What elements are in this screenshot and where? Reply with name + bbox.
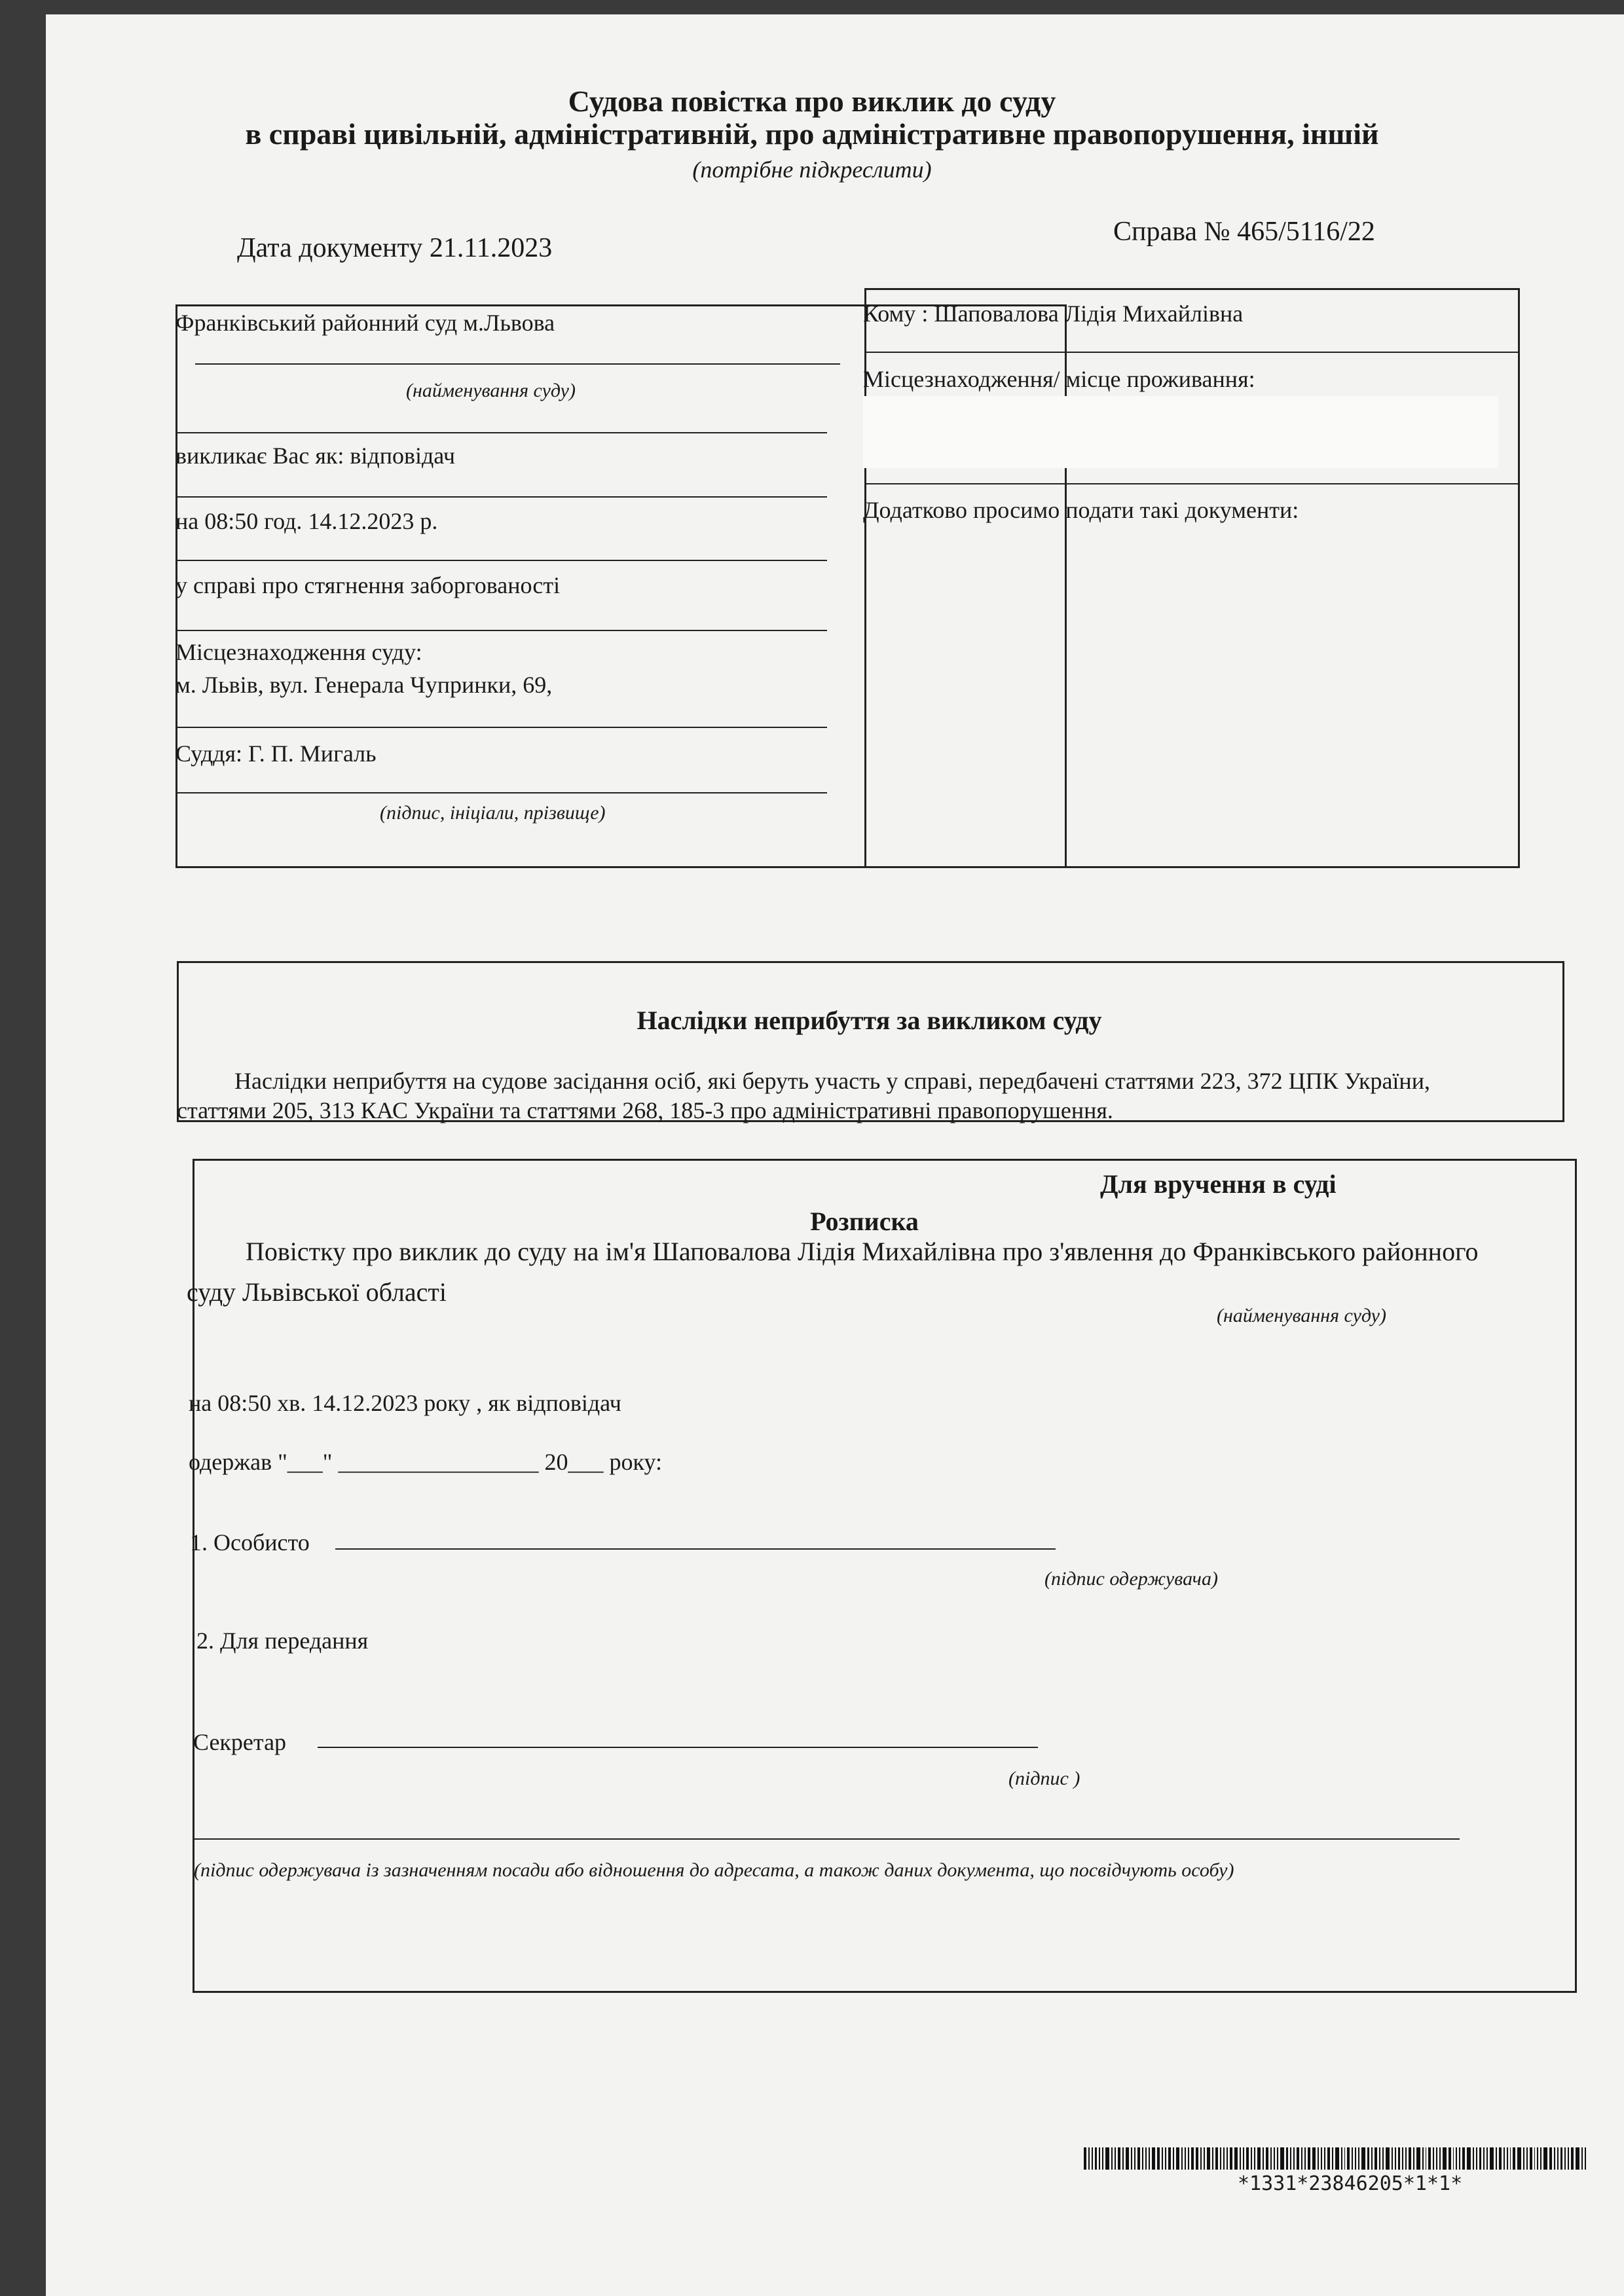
barcode-bar xyxy=(1347,2147,1350,2170)
barcode-bar xyxy=(1402,2147,1403,2170)
barcode-bar xyxy=(1382,2147,1384,2170)
barcode-bar xyxy=(1131,2147,1132,2170)
barcode-bar xyxy=(1564,2147,1566,2170)
barcode-bar xyxy=(1188,2147,1189,2170)
barcode-bar xyxy=(1286,2147,1289,2170)
barcode-bar xyxy=(1173,2147,1174,2170)
barcode-bar xyxy=(1092,2147,1093,2170)
barcode-bar xyxy=(1324,2147,1325,2170)
barcode-bar xyxy=(1459,2147,1460,2170)
barcode-bar xyxy=(1439,2147,1441,2170)
for-court-delivery: Для вручення в суді xyxy=(1100,1169,1337,1199)
barcode-bar xyxy=(1152,2147,1156,2170)
barcode-bar xyxy=(1449,2147,1451,2170)
barcode-bar xyxy=(1379,2147,1380,2170)
barcode-bar xyxy=(1476,2147,1477,2170)
received-date: одержав "___" _________________ 20___ року: xyxy=(189,1449,663,1475)
barcode-bar xyxy=(1375,2147,1377,2170)
hearing-time: на 08:50 год. 14.12.2023 р. xyxy=(175,508,438,534)
barcode-bar xyxy=(1304,2147,1306,2170)
barcode-bar xyxy=(1335,2147,1339,2170)
barcode-bar xyxy=(1576,2147,1579,2170)
barcode-bar xyxy=(1554,2147,1555,2170)
barcode-bar xyxy=(1428,2147,1431,2170)
barcode-bar xyxy=(1246,2147,1249,2170)
barcode-bar xyxy=(1122,2147,1124,2170)
barcode-bar xyxy=(1165,2147,1166,2170)
barcode-bar xyxy=(1274,2147,1275,2170)
barcode-bar xyxy=(1234,2147,1238,2170)
divider xyxy=(175,792,827,793)
barcode-bar xyxy=(1462,2147,1465,2170)
barcode-bar xyxy=(1099,2147,1100,2170)
barcode-bar xyxy=(1105,2147,1109,2170)
barcode-bar xyxy=(1543,2147,1547,2170)
barcode-bar xyxy=(1095,2147,1098,2170)
barcode-bar xyxy=(1318,2147,1319,2170)
barcode-bar xyxy=(1111,2147,1113,2170)
barcode-bar xyxy=(1142,2147,1143,2170)
barcode-bar xyxy=(1215,2147,1218,2170)
barcode-bar xyxy=(1395,2147,1396,2170)
signature-line xyxy=(318,1747,1038,1748)
document-date: Дата документу 21.11.2023 xyxy=(237,233,553,263)
barcode-bar xyxy=(1352,2147,1353,2170)
divider xyxy=(864,352,1518,353)
barcode-bar xyxy=(1409,2147,1411,2170)
barcode-bar xyxy=(1137,2147,1140,2170)
barcode-bar xyxy=(1496,2147,1497,2170)
barcode-bar xyxy=(1358,2147,1359,2170)
barcode-bar xyxy=(1507,2147,1508,2170)
barcode-bar xyxy=(1181,2147,1183,2170)
barcode-bar xyxy=(1270,2147,1272,2170)
barcode-bar xyxy=(1361,2147,1365,2170)
barcode-bar xyxy=(1443,2147,1447,2170)
barcode-bar xyxy=(1456,2147,1457,2170)
barcode-bar xyxy=(1473,2147,1474,2170)
receipt-heading: Розписка xyxy=(810,1207,919,1236)
barcode-bar xyxy=(1102,2147,1103,2170)
barcode-bar xyxy=(1168,2147,1171,2170)
barcode-bar xyxy=(1212,2147,1213,2170)
barcode-bar xyxy=(1118,2147,1120,2170)
divider xyxy=(864,483,1518,484)
barcode-bar xyxy=(1321,2147,1322,2170)
court-address: м. Львів, вул. Генерала Чупринки, 69, xyxy=(175,672,553,698)
barcode-bar xyxy=(1549,2147,1552,2170)
barcode-bar xyxy=(1371,2147,1373,2170)
barcode xyxy=(1084,2147,1588,2170)
extra-documents-label: Додатково просимо подати такі документи: xyxy=(863,497,1299,523)
barcode-bar xyxy=(1240,2147,1241,2170)
barcode-bar xyxy=(1436,2147,1437,2170)
barcode-bar xyxy=(1207,2147,1211,2170)
redacted-address xyxy=(863,396,1498,468)
receipt-line-1: Повістку про виклик до суду на ім'я Шаповалова Лідія Михайлівна про з'явлення до Франківського районного xyxy=(246,1237,1479,1266)
barcode-bar xyxy=(1126,2147,1130,2170)
signature-caption: (підпис, ініціали, прізвище) xyxy=(380,802,606,824)
barcode-bar xyxy=(1088,2147,1090,2170)
judge-name: Суддя: Г. П. Мигаль xyxy=(175,740,377,767)
barcode-bar xyxy=(1257,2147,1261,2170)
case-subject: у справі про стягнення заборгованості xyxy=(175,572,561,598)
barcode-bar xyxy=(1560,2147,1563,2170)
barcode-bar xyxy=(1223,2147,1225,2170)
barcode-bar xyxy=(1204,2147,1205,2170)
barcode-bar xyxy=(1263,2147,1264,2170)
barcode-bar xyxy=(1517,2147,1521,2170)
divider xyxy=(175,630,827,631)
barcode-bar xyxy=(1280,2147,1284,2170)
summons-role: викликає Вас як: відповідач xyxy=(175,443,455,469)
barcode-bar xyxy=(1416,2147,1420,2170)
divider xyxy=(175,432,827,433)
barcode-bar xyxy=(1405,2147,1407,2170)
barcode-bar xyxy=(1504,2147,1505,2170)
barcode-bar xyxy=(1301,2147,1302,2170)
barcode-bar xyxy=(1277,2147,1278,2170)
barcode-bar xyxy=(1227,2147,1228,2170)
barcode-bar xyxy=(1266,2147,1268,2170)
receipt-line-2: суду Львівської області xyxy=(187,1277,447,1307)
barcode-bar xyxy=(1312,2147,1316,2170)
barcode-bar xyxy=(1191,2147,1194,2170)
barcode-bar xyxy=(1433,2147,1434,2170)
barcode-bar xyxy=(1196,2147,1198,2170)
barcode-bar xyxy=(1479,2147,1482,2170)
barcode-bar xyxy=(1426,2147,1427,2170)
barcode-bar xyxy=(1483,2147,1485,2170)
barcode-bar xyxy=(1523,2147,1524,2170)
barcode-bar xyxy=(1453,2147,1454,2170)
barcode-bar xyxy=(1486,2147,1488,2170)
for-transfer-label: 2. Для передання xyxy=(196,1628,369,1654)
barcode-bar xyxy=(1308,2147,1310,2170)
divider xyxy=(175,727,827,728)
barcode-bar xyxy=(1557,2147,1559,2170)
barcode-bar xyxy=(1510,2147,1511,2170)
barcode-bar xyxy=(1220,2147,1221,2170)
consequences-line-2: статтями 205, 313 КАС України та статтями 268, 185-3 про адміністративні правопорушення. xyxy=(177,1097,1113,1123)
barcode-bar xyxy=(1540,2147,1541,2170)
barcode-bar xyxy=(1243,2147,1244,2170)
bottom-caption: (підпис одержувача із зазначенням посади або відношення до адресата, а також даних документа, що посвідчують особу) xyxy=(194,1859,1234,1881)
barcode-bar xyxy=(1115,2147,1116,2170)
recipient-name: Кому : Шаповалова Лідія Михайлівна xyxy=(863,301,1244,327)
barcode-bar xyxy=(1367,2147,1370,2170)
divider xyxy=(195,363,840,365)
recipient-signature-caption: (підпис одержувача) xyxy=(1044,1568,1218,1590)
receipt-time: на 08:50 хв. 14.12.2023 року , як відповідач xyxy=(189,1390,621,1416)
barcode-bar xyxy=(1332,2147,1333,2170)
barcode-bar xyxy=(1585,2147,1586,2170)
barcode-bar xyxy=(1392,2147,1393,2170)
barcode-bar xyxy=(1490,2147,1494,2170)
barcode-bar xyxy=(1344,2147,1346,2170)
signature-line xyxy=(335,1548,1056,1550)
case-number: Справа № 465/5116/22 xyxy=(1113,217,1375,247)
barcode-bar xyxy=(1413,2147,1414,2170)
barcode-bar xyxy=(1530,2147,1532,2170)
receipt-court-caption: (найменування суду) xyxy=(1217,1305,1386,1326)
title-line-1: Судова повістка про виклик до суду xyxy=(568,84,1056,118)
consequences-line-1: Наслідки неприбуття на судове засідання осіб, які беруть участь у справі, передбачені статтями 223, 372 ЦПК України, xyxy=(234,1068,1430,1094)
barcode-bar xyxy=(1176,2147,1180,2170)
secretary-label: Секретар xyxy=(193,1729,287,1755)
barcode-text: *1331*23846205*1*1* xyxy=(1238,2172,1463,2195)
divider xyxy=(175,496,827,498)
barcode-bar xyxy=(1534,2147,1536,2170)
court-location-label: Місцезнаходження суду: xyxy=(175,639,422,665)
barcode-bar xyxy=(1157,2147,1160,2170)
barcode-bar xyxy=(1290,2147,1291,2170)
court-name-caption: (найменування суду) xyxy=(406,380,576,401)
barcode-bar xyxy=(1297,2147,1299,2170)
barcode-bar xyxy=(1145,2147,1147,2170)
barcode-bar xyxy=(1254,2147,1255,2170)
barcode-bar xyxy=(1185,2147,1186,2170)
barcode-bar xyxy=(1422,2147,1424,2170)
barcode-bar xyxy=(1162,2147,1163,2170)
signature-line xyxy=(193,1838,1460,1840)
residence-label: Місцезнаходження/ місце проживання: xyxy=(863,366,1255,392)
barcode-bar xyxy=(1251,2147,1252,2170)
barcode-bar xyxy=(1134,2147,1135,2170)
barcode-bar xyxy=(1293,2147,1295,2170)
barcode-bar xyxy=(1200,2147,1202,2170)
barcode-bar xyxy=(1230,2147,1232,2170)
barcode-bar xyxy=(1084,2147,1086,2170)
barcode-bar xyxy=(1568,2147,1569,2170)
barcode-bar xyxy=(1571,2147,1574,2170)
barcode-bar xyxy=(1537,2147,1538,2170)
barcode-bar xyxy=(1355,2147,1356,2170)
barcode-bar xyxy=(1327,2147,1330,2170)
subtitle: (потрібне підкреслити) xyxy=(692,156,932,183)
barcode-bar xyxy=(1341,2147,1342,2170)
barcode-bar xyxy=(1581,2147,1583,2170)
consequences-heading: Наслідки неприбуття за викликом суду xyxy=(637,1006,1102,1035)
barcode-bar xyxy=(1499,2147,1502,2170)
barcode-bar xyxy=(1526,2147,1528,2170)
court-name: Франківський районний суд м.Львова xyxy=(175,310,555,336)
barcode-bar xyxy=(1386,2147,1390,2170)
barcode-bar xyxy=(1467,2147,1471,2170)
divider xyxy=(175,560,827,561)
title-line-2: в справі цивільній, адміністративній, про адміністративне правопорушення, іншій xyxy=(245,117,1379,151)
secretary-signature-caption: (підпис ) xyxy=(1008,1768,1080,1789)
barcode-bar xyxy=(1398,2147,1401,2170)
barcode-bar xyxy=(1513,2147,1515,2170)
personally-label: 1. Особисто xyxy=(190,1529,310,1556)
barcode-bar xyxy=(1149,2147,1150,2170)
